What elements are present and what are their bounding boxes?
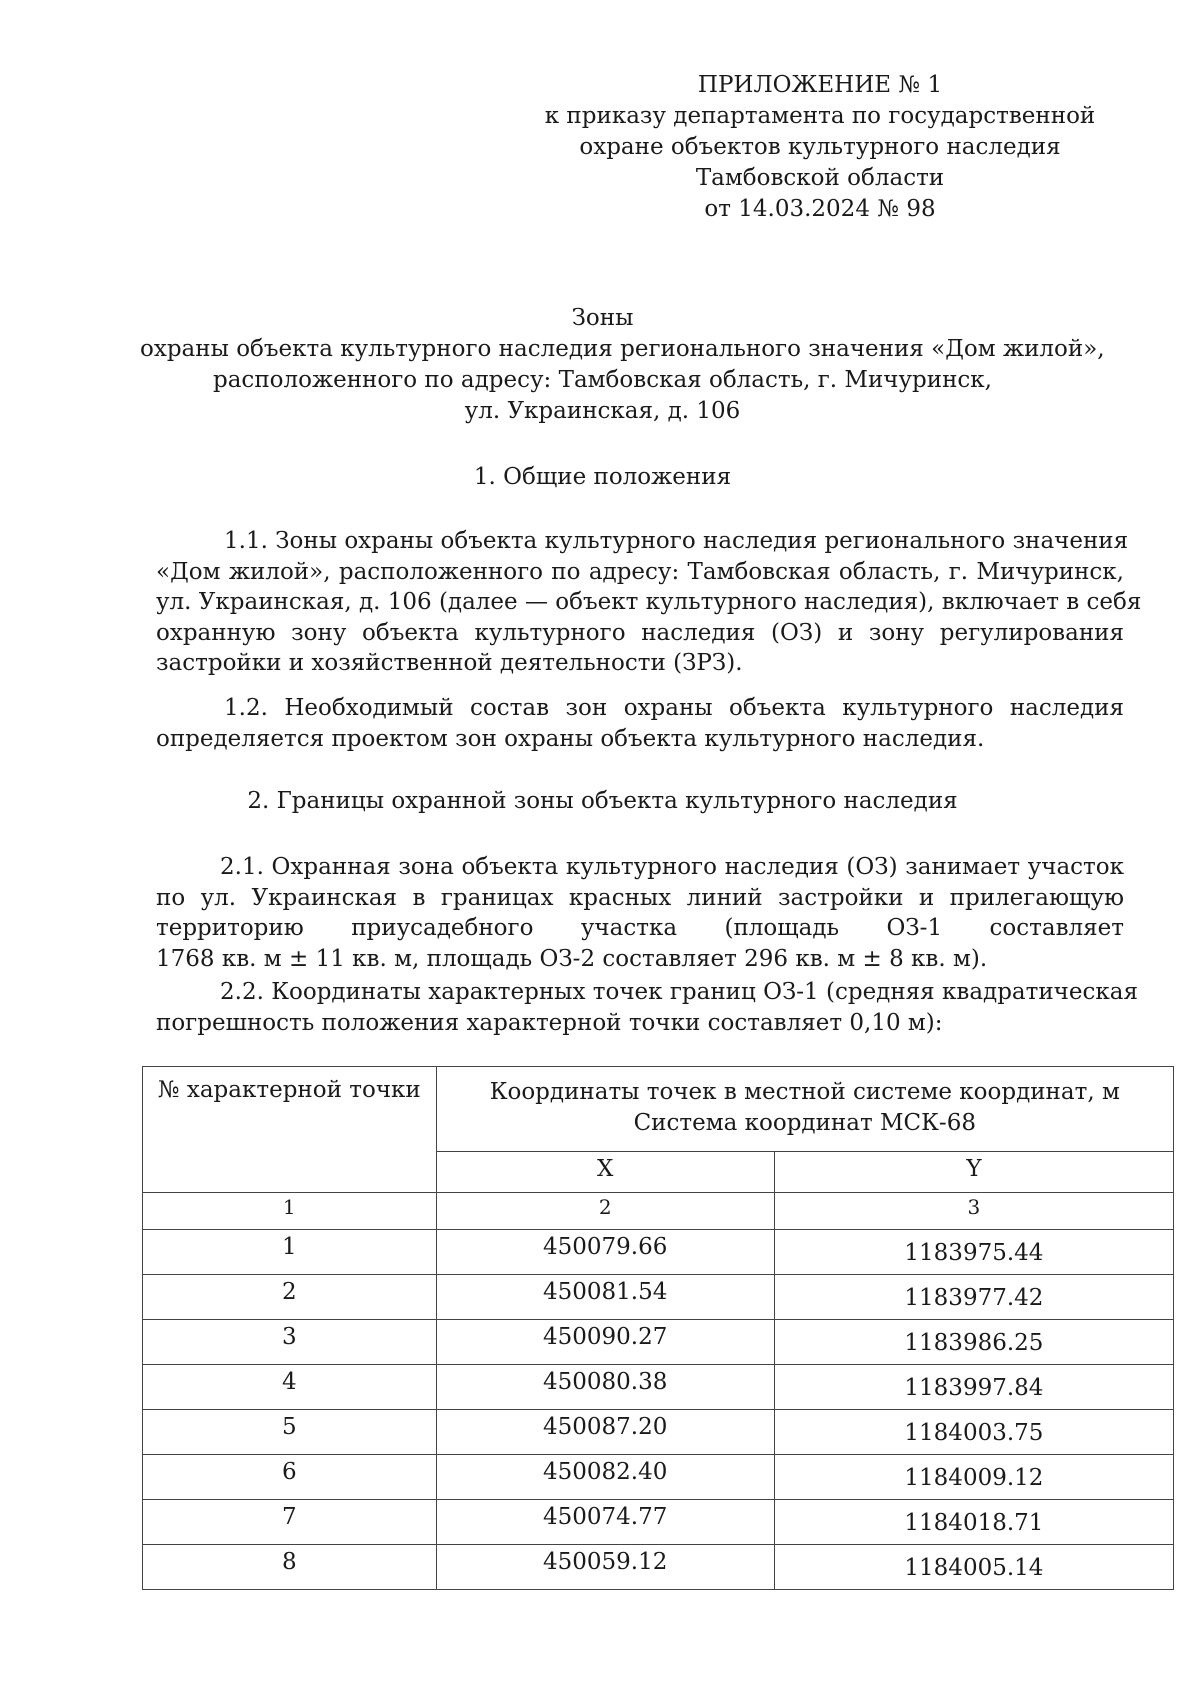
paragraph-line: 2.2. Координаты характерных точек границ ОЗ-1 (средняя квадратическая (220, 979, 1138, 1005)
point-number-cell: 6 (143, 1455, 437, 1500)
y-coordinate-cell: 1183986.25 (774, 1320, 1173, 1365)
paragraph-line: территорию приусадебного участка (площадь ОЗ-1 составляет (156, 915, 1124, 941)
paragraph-line: 1768 кв. м ± 11 кв. м, площадь ОЗ-2 составляет 296 кв. м ± 8 кв. м). (156, 945, 988, 972)
point-number-cell: 2 (143, 1275, 437, 1320)
x-coordinate-cell: 450090.27 (436, 1320, 774, 1365)
coordinates-table (142, 1066, 1174, 1590)
paragraph-line: определяется проектом зон охраны объекта культурного наследия. (156, 725, 985, 752)
paragraph-line: по ул. Украинская в границах красных линий застройки и прилегающую (156, 884, 1124, 911)
title-line: охраны объекта культурного наследия регионального значения «Дом жилой», (140, 336, 1105, 362)
table-row (143, 1275, 1174, 1320)
point-number-cell: 8 (143, 1545, 437, 1590)
index-cell: 3 (774, 1193, 1173, 1230)
index-cell: 2 (436, 1193, 774, 1230)
paragraph-1-2 (156, 693, 1124, 754)
y-coordinate-cell: 1183975.44 (774, 1230, 1173, 1275)
annex-date: от 14.03.2024 № 98 (704, 196, 936, 222)
point-number-cell: 4 (143, 1365, 437, 1410)
section-1-heading: 1. Общие положения (473, 464, 732, 490)
x-coordinate-cell: 450080.38 (436, 1365, 774, 1410)
title-line: Зоны (571, 305, 634, 331)
paragraph-line: 1.1. Зоны охраны объекта культурного наследия регионального значения (224, 528, 1129, 554)
table-row (143, 1500, 1174, 1545)
paragraph-line: погрешность положения характерной точки составляет 0,10 м): (156, 1009, 943, 1036)
paragraph-2-2 (156, 977, 1138, 1038)
column-header-y: Y (774, 1152, 1173, 1193)
x-coordinate-cell: 450079.66 (436, 1230, 774, 1275)
table-row (143, 1230, 1174, 1275)
y-coordinate-cell: 1184018.71 (774, 1500, 1173, 1545)
x-coordinate-cell: 450074.77 (436, 1500, 774, 1545)
paragraph-line: охранную зону объекта культурного наследия (ОЗ) и зону регулирования (156, 619, 1124, 646)
coordinates-header-line: Координаты точек в местной системе координат, м (489, 1079, 1120, 1105)
x-coordinate-cell: 450081.54 (436, 1275, 774, 1320)
table-row (143, 1320, 1174, 1365)
y-coordinate-cell: 1183977.42 (774, 1275, 1173, 1320)
y-coordinate-cell: 1183997.84 (774, 1365, 1173, 1410)
title-line: ул. Украинская, д. 106 (464, 398, 741, 424)
x-coordinate-cell: 450082.40 (436, 1455, 774, 1500)
x-coordinate-cell: 450087.20 (436, 1410, 774, 1455)
coordinate-system-label: Система координат МСК-68 (633, 1110, 976, 1136)
paragraph-line: 2.1. Охранная зона объекта культурного наследия (ОЗ) занимает участок (220, 854, 1124, 880)
paragraph-line: «Дом жилой», расположенного по адресу: Тамбовская область, г. Мичуринск, (156, 558, 1124, 585)
paragraph-line: 1.2. Необходимый состав зон охраны объекта культурного наследия (224, 695, 1124, 721)
paragraph-1-1 (156, 526, 1142, 679)
point-number-cell: 1 (143, 1230, 437, 1275)
index-cell: 1 (143, 1193, 437, 1230)
table-row (143, 1365, 1174, 1410)
annex-line: охране объектов культурного наследия (579, 134, 1061, 160)
annex-block (520, 70, 1120, 225)
section-2-heading: 2. Границы охранной зоны объекта культурного наследия (247, 788, 958, 814)
annex-title: ПРИЛОЖЕНИЕ № 1 (697, 72, 943, 98)
point-number-cell: 7 (143, 1500, 437, 1545)
title-line: расположенного по адресу: Тамбовская область, г. Мичуринск, (213, 367, 992, 393)
y-coordinate-cell: 1184005.14 (774, 1545, 1173, 1590)
point-number-cell: 3 (143, 1320, 437, 1365)
paragraph-line: застройки и хозяйственной деятельности (ЗРЗ). (156, 650, 743, 676)
column-header-coordinates (436, 1067, 1173, 1152)
column-header-point: № характерной точки (143, 1067, 437, 1193)
column-header-x: X (436, 1152, 774, 1193)
y-coordinate-cell: 1184003.75 (774, 1410, 1173, 1455)
x-coordinate-cell: 450059.12 (436, 1545, 774, 1590)
table-row (143, 1455, 1174, 1500)
table-row (143, 1410, 1174, 1455)
annex-line: Тамбовской области (695, 165, 945, 191)
annex-line: к приказу департамента по государственной (544, 103, 1096, 129)
point-number-cell: 5 (143, 1410, 437, 1455)
y-coordinate-cell: 1184009.12 (774, 1455, 1173, 1500)
table-row (143, 1545, 1174, 1590)
document-title (140, 303, 1105, 427)
index-row (143, 1193, 1174, 1230)
paragraph-line: ул. Украинская, д. 106 (далее — объект культурного наследия), включает в себя (156, 589, 1142, 615)
paragraph-2-1 (156, 852, 1124, 974)
